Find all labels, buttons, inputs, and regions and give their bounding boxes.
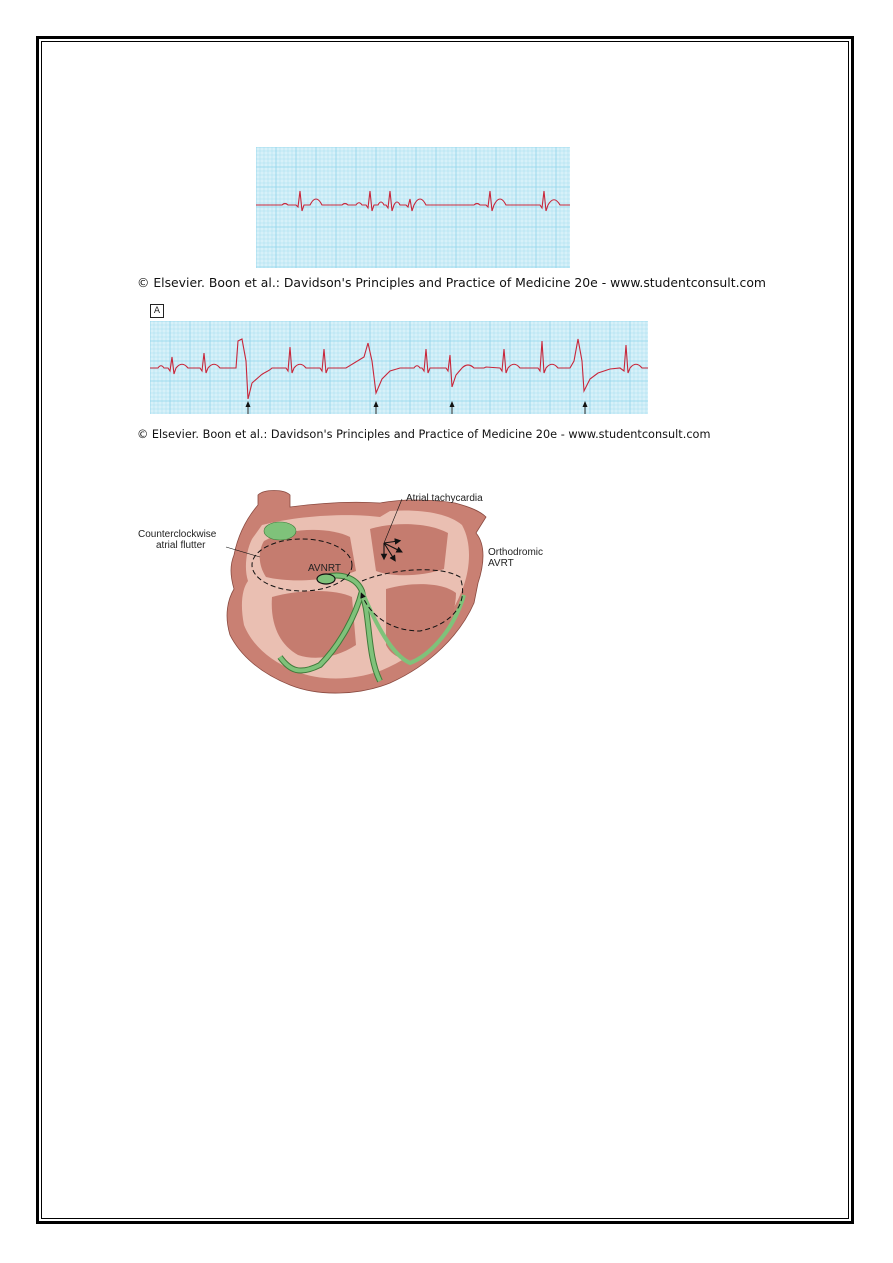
sinus-node [264,522,296,540]
label-avnrt: AVNRT [308,563,341,574]
av-node [317,574,335,584]
label-avrt: AVRT [488,558,514,569]
heart-diagram [130,485,570,705]
panel-label: A [150,304,164,318]
figure-2-caption: © Elsevier. Boon et al.: Davidson's Principles and Practice of Medicine 20e - www.studentconsult.com [137,428,711,441]
figure-1-caption: © Elsevier. Boon et al.: Davidson's Principles and Practice of Medicine 20e - www.studentconsult.com [137,275,766,290]
left-atrium [370,524,448,575]
label-counterclockwise: Counterclockwise [138,529,217,540]
label-orthodromic: Orthodromic [488,547,544,558]
left-ventricle [386,584,456,659]
ecg-strip-1 [256,147,570,268]
label-atrial-tachycardia: Atrial tachycardia [406,493,483,504]
ecg-strip-2 [150,321,648,414]
label-atrial-flutter: atrial flutter [156,540,206,551]
